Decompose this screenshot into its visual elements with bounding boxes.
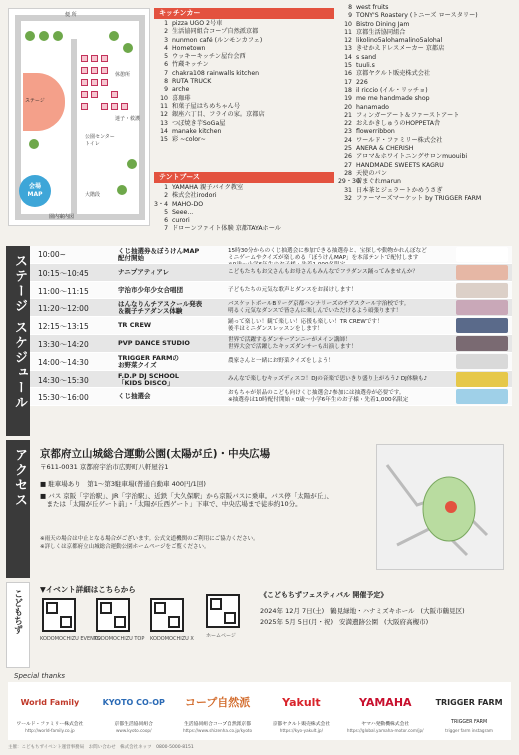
list-item-number: 9 [164, 86, 168, 94]
schedule-time: 14:30～15:30 [38, 375, 89, 385]
list-item-number: 11 [344, 28, 352, 36]
list-item-number: 2 [164, 28, 168, 36]
map-label-lost: 迷子・救護 [115, 116, 141, 122]
event-details-heading: ▼イベント詳細はこちらから [40, 585, 136, 594]
list-item-name: TONY'S Roastery (トニーズ ロースタリー) [356, 12, 478, 20]
festival-row: 2024年 12月 7日(土) 鶴見緑地・ハナミズキホール (大阪市鶴見区) [260, 607, 465, 615]
list-item [154, 37, 265, 45]
sponsor-item [8, 682, 92, 740]
list-item-number: 32 [344, 194, 352, 202]
schedule-photo [456, 318, 508, 333]
list-item-number: 10 [160, 94, 168, 102]
schedule-program-description: 子どもたちの元気な歌声とダンスをお届けします！ [228, 286, 357, 293]
festival-title: 《こどもちずフェスティバル 開催予定》 [260, 591, 388, 599]
list-item-name: YAMAHA 親子バイク教室 [172, 184, 244, 191]
schedule-row [30, 335, 512, 353]
list-item-number: 9 [348, 12, 352, 20]
list-item-name: curori [172, 217, 190, 225]
schedule-program-title: F.D.P DJ SCHOOL 「KIDS DISCO」 [118, 371, 180, 387]
list-item [154, 209, 281, 217]
list-item [338, 178, 481, 186]
list-item [338, 21, 481, 29]
sponsor-url: www.kyoto.coop/ [115, 728, 152, 733]
list-item-number: 6 [164, 61, 168, 69]
schedule-photo [456, 265, 508, 280]
map-badge: 会場 MAP [19, 175, 51, 207]
list-item-name: アロマ＆ホワイトニングサロンmuouibi [356, 153, 468, 161]
qr-top[interactable] [96, 598, 130, 632]
list-item [338, 45, 481, 53]
list-item-name: Bistro Dining Jam [356, 20, 410, 28]
list-item-number: 31 [344, 186, 352, 194]
schedule-program-description: こどもたちもお父さんもお母さんもみんなでフラダンス踊ってみませんか？ [228, 268, 419, 275]
venue-address: 〒611-0031 京都府宇治市広野町八軒屋谷1 [40, 463, 169, 471]
sponsor-url: https://kyo-yakult.jp/ [279, 728, 324, 733]
sponsor-item [92, 682, 176, 740]
sponsor-item [427, 682, 511, 740]
stage-schedule [30, 246, 512, 406]
access-note-1: ※雨天の場合は中止となる場合がございます。公式文道機関のご利用にご協力ください。 [40, 536, 259, 542]
list-item-number: 14 [344, 53, 352, 61]
list-item-name: flowerribbon [356, 128, 395, 136]
list-item-name: Seee... [172, 208, 194, 216]
list-item-name: ウッキーキッチン屋台会西 [172, 53, 246, 61]
sponsor-name: ワールド・ファミリー株式会社 [16, 722, 84, 727]
list-item-number: 12 [160, 111, 168, 119]
access-sidebar: アクセス [6, 440, 30, 578]
list-item [154, 78, 265, 86]
list-item-number: 12 [344, 37, 352, 45]
venue-map [8, 8, 150, 226]
list-item-number: 29・30 [338, 178, 360, 186]
list-item-name: nunmon café (ルンモンカフェ) [172, 36, 263, 44]
list-item-number: 2 [164, 192, 168, 200]
schedule-program-description: 15時30分からのくじ抽選会に参加できる抽選券と、宝探しや動物かれんぼなど ミニゲームやクイズが楽しめる「ぼうけんMAP」を本部テントで配付します [228, 248, 427, 261]
sponsor-url: https://www.shizenha.co.jp/kyoto [183, 728, 253, 733]
map-label-toilet: 便 所 [65, 12, 77, 18]
list-item-name: manake kitchen [172, 127, 222, 135]
access-parking: ■ 駐車場あり 第1～第3駐車場(普通自動車 400円/1回) [40, 480, 206, 488]
list-item-name: ドローンファイト体験 京都TAYAホール [172, 225, 281, 233]
schedule-photo [456, 389, 508, 404]
list-item-name: 京都ヤクルト販売株式会社 [356, 70, 431, 78]
kodomochizu-sidebar: こどもちず [6, 582, 30, 668]
booth-list-continued [338, 4, 481, 203]
schedule-program-description: 踊って楽しい！観て楽しい！応援も楽しい！TR CREWです！ 後半はミニダンスレッスンをします！ [228, 319, 383, 332]
sponsor-name: 京都生活協同組合 [114, 722, 153, 727]
schedule-program-title: くじ抽選券＆ぼうけんMAP 配付開始 [118, 247, 200, 262]
list-item [338, 70, 481, 78]
list-item-name: RUTA TRUCK [172, 78, 212, 86]
schedule-time: 11:00～11:15 [38, 286, 89, 296]
sponsor-logo: コープ自然派 [184, 696, 251, 709]
access-section [34, 440, 510, 578]
list-item-name: 着まぐれmarun [356, 178, 401, 186]
list-item [338, 12, 481, 20]
list-item-name: s sand [356, 53, 377, 61]
schedule-row [30, 264, 512, 282]
schedule-program-title: TRIGGER FARMの お野菜クイズ [118, 353, 179, 369]
list-item-name: 彩 ~color~ [172, 136, 206, 144]
list-item-name: 天使のパン [356, 169, 387, 177]
schedule-photo [456, 336, 508, 351]
schedule-photo [456, 300, 508, 315]
list-item [338, 112, 481, 120]
schedule-program-description: 世界で活躍するダンサーアンニーがメイン講師！ 世界大会で活躍したキッズダンサーも出演します！ [228, 336, 357, 350]
footer-text: 主催：こどもちずイベント運営事務局 お問い合わせ 株式会社ネッツ 0800-5000-8151 [8, 745, 194, 750]
list-item-number: 3・4 [154, 200, 169, 208]
sponsor-logo: KYOTO CO-OP [102, 697, 165, 707]
stage-schedule-sidebar: ステージ スケジュール [6, 246, 30, 436]
schedule-time: 10:00~ [38, 250, 66, 259]
list-item [338, 104, 481, 112]
list-item-number: 26 [344, 153, 352, 161]
list-item [154, 225, 281, 233]
map-label-entrance: 園内案内図 [49, 214, 75, 220]
list-item-name: フィンガーアート＆ファーストアート [356, 111, 460, 119]
list-item [338, 79, 481, 87]
qr-homepage[interactable] [206, 594, 240, 628]
list-item-number: 3 [164, 36, 168, 44]
schedule-row [30, 282, 512, 300]
list-item-number: 15 [344, 62, 352, 70]
sponsor-logo: World Family [20, 697, 80, 707]
list-item-number: 11 [160, 102, 168, 110]
sponsor-item [176, 682, 260, 740]
sponsor-logo: YAMAHA [358, 695, 412, 709]
list-item [154, 61, 265, 69]
sponsor-url: https://global.yamaha-motor.com/jp/ [346, 728, 424, 733]
list-item [154, 111, 265, 119]
list-item-name: il riccio (イル・リッチョ) [356, 86, 428, 94]
list-item-number: 27 [344, 161, 352, 169]
list-item-number: 20 [344, 103, 352, 111]
access-bus-2: または「太陽が丘ゲート前」・「太陽が丘西ゲート」下車で、中央広場まで徒歩約10分。 [40, 500, 302, 508]
list-item-name: 京都生活協同組合 [356, 28, 406, 36]
list-item-number: 13 [344, 45, 352, 53]
list-item [154, 95, 265, 103]
list-item-number: 24 [344, 136, 352, 144]
list-item-name: 竹蔵キッチン [172, 61, 209, 69]
list-item [154, 192, 281, 200]
qr-events[interactable] [42, 598, 76, 632]
list-item-number: 23 [344, 128, 352, 136]
list-item-number: 10 [344, 20, 352, 28]
list-item-number: 14 [160, 127, 168, 135]
list-item-number: 8 [164, 78, 168, 86]
list-item [154, 70, 265, 78]
sponsor-url: http://world-family.co.jp [25, 728, 75, 733]
list-item-name: ANERA & CHERISH [356, 145, 414, 153]
map-label-big-square: 大階段 [85, 192, 101, 198]
schedule-row [30, 246, 512, 264]
list-item-number: 25 [344, 145, 352, 153]
list-item-number: 17 [344, 78, 352, 86]
schedule-row [30, 371, 512, 389]
sponsor-item [343, 682, 427, 740]
schedule-time: 10:15～10:45 [38, 268, 89, 278]
list-item [338, 187, 481, 195]
festival-schedule [260, 590, 504, 628]
schedule-time: 14:00～14:30 [38, 357, 89, 367]
list-item [338, 162, 481, 170]
list-item-name: 銀座六丁目、フライの家。京都店 [172, 111, 265, 119]
list-item-number: 15 [160, 136, 168, 144]
kodomochizu-section: ▼イベント詳細はこちらから KODOMOCHIZU EVENTS KODOMOCHIZU TOP KODOMOCHIZU X ホームページ 《こどもちずフェスティバル 開催予定》 2024年 12月 7日(土) 鶴見緑地・ハナミズキホール (大阪市鶴見区) 2025年 5月 5日(月・祝) 安満遺跡公園 (大阪府高槻市) [34, 582, 510, 668]
schedule-program-title: PVP DANCE STUDIO [118, 338, 190, 347]
list-item [154, 28, 265, 36]
sponsor-logo: Yakult [282, 695, 321, 709]
list-item-name: HANDMADE SWEETS KAGRU [356, 161, 444, 169]
access-bus: ■ バス 京阪「宇治駅」、JR「宇治駅」、近鉄「大久保駅」から京阪バスに乗車。バス停「太陽が丘」、 [40, 492, 333, 500]
schedule-program-description: おもちゃが景品のこども向けくじ抽選会♪参加には抽選券が必要です。 ※抽選券は10時配付開始・0歳～小学6年生のお子様・先着1,000名限定 [228, 390, 409, 404]
list-item-name: arche [172, 86, 190, 94]
list-item-name: きせかえドレスメーカー 京都店 [356, 45, 445, 53]
map-label-board: 公園センター トイレ [85, 134, 115, 147]
schedule-program-title: 宇治市少年少女合唱団 [118, 285, 183, 294]
sponsor-logos [8, 682, 511, 740]
list-item-name: ファーマーズマーケット by TRIGGER FARM [356, 194, 482, 202]
schedule-row [30, 317, 512, 335]
list-item [338, 95, 481, 103]
list-item-number: 5 [164, 53, 168, 61]
list-item-name: chakra108 rainwalls kitchen [172, 69, 260, 77]
schedule-program-title: はんなりんチアスクール発表 ＆親子チアダンス体験 [118, 300, 203, 316]
schedule-photo [456, 247, 508, 262]
list-item-name: 和菓子屋はちめちゃん号 [172, 102, 241, 110]
list-item-name: tuuli.s [356, 62, 375, 70]
tent-booth-heading: テントブース [154, 172, 334, 183]
list-item-number: 18 [344, 86, 352, 94]
list-item [154, 53, 265, 61]
schedule-photo [456, 283, 508, 298]
access-map [376, 444, 504, 570]
qr-x[interactable] [150, 598, 184, 632]
list-item [338, 153, 481, 161]
schedule-row [30, 353, 512, 371]
schedule-program-description: 農家さんと一緒にお野菜クイズをしよう！ [228, 357, 334, 364]
sponsor-url: trigger farm instagram [445, 728, 493, 733]
list-item-number: 28 [344, 169, 352, 177]
schedule-photo [456, 372, 508, 387]
list-item-number: 16 [344, 70, 352, 78]
list-item-number: 7 [164, 69, 168, 77]
schedule-time: 15:30～16:00 [38, 393, 89, 403]
list-item-number: 19 [344, 95, 352, 103]
list-item-name: hanamado [356, 103, 389, 111]
list-item [154, 128, 265, 136]
list-item-name: ワールド・ファミリー株式会社 [356, 136, 443, 144]
sponsor-name: 京都ヤクルト販売株式会社 [272, 722, 331, 727]
tent-booth-list [154, 184, 281, 234]
list-item-name: me me handmade shop [356, 95, 430, 103]
schedule-row [30, 299, 512, 317]
list-item-name: west fruits [356, 4, 389, 11]
list-item-name: おえかきしゅうのHOPPETA舎 [356, 120, 441, 128]
list-item [154, 45, 265, 53]
list-item-name: likolino5alohamalino5alohal [356, 37, 443, 45]
list-item-number: 6 [164, 217, 168, 225]
list-item [338, 54, 481, 62]
map-label-rest: 休憩所 [115, 72, 131, 78]
list-item-name: 生活協同組合コープ自然派京都 [172, 28, 259, 36]
schedule-program-title: くじ抽選会 [118, 392, 151, 401]
list-item-number: 4 [164, 44, 168, 52]
list-item-name: Hometown [172, 44, 206, 52]
list-item-number: 21 [344, 111, 352, 119]
access-note-2: ※詳しくは京都府立山城総合運動公園ホームページをご覧ください。 [40, 544, 210, 550]
list-item-name: 喜珈琲 [172, 94, 191, 102]
list-item-name: MAHO-DO [172, 200, 204, 208]
list-item-name: 株式会社irodori [172, 192, 217, 200]
schedule-time: 12:15～13:15 [38, 322, 89, 332]
list-item-number: 1 [164, 184, 168, 191]
kitchen-car-heading: キッチンカー [154, 8, 334, 19]
list-item [154, 86, 265, 94]
schedule-program-description: バスケットボールBリーグ京都ハンナリーズのチアスクール宇治校です。 明るく元気なダンスで皆さんに楽しんでいただけるよう頑張ります！ [228, 301, 410, 315]
list-item-number: 8 [348, 4, 352, 11]
list-item [338, 170, 481, 178]
schedule-time: 11:20～12:00 [38, 304, 89, 314]
list-item-number: 22 [344, 120, 352, 128]
map-stage: ステージ [23, 73, 65, 131]
list-item-number: 1 [164, 20, 168, 27]
kitchen-car-list [154, 20, 265, 144]
special-thanks-label: Special thanks [14, 672, 66, 680]
list-item [154, 120, 265, 128]
list-item-name: 226 [356, 78, 368, 86]
schedule-row [30, 388, 512, 406]
list-item-number: 7 [164, 225, 168, 233]
list-item [338, 87, 481, 95]
list-item-number: 13 [160, 119, 168, 127]
sponsor-item [260, 682, 344, 740]
list-item [338, 195, 481, 203]
schedule-time: 13:30～14:20 [38, 339, 89, 349]
list-item [338, 120, 481, 128]
list-item-name: pizza UGO 2号車 [172, 20, 223, 27]
sponsor-logo: TRIGGER FARM [435, 697, 503, 707]
list-item [338, 137, 481, 145]
sponsor-name: TRIGGER FARM [451, 720, 488, 725]
list-item-name: 日本茶とジェラートかめうさぎ [356, 186, 443, 194]
sponsor-name: ヤマハ発動機株式会社 [361, 722, 410, 727]
schedule-program-title: TR CREW [118, 321, 152, 330]
list-item [154, 201, 281, 209]
venue-name: 京都府立山城総合運動公園(太陽が丘)・中央広場 [40, 448, 271, 460]
schedule-program-description: みんなで楽しむキッズディスコ！DJの音楽で思いきり盛り上がろう♪ DJ体験も♪ [228, 375, 428, 382]
list-item-name: つぼ焼き芋SoGa屋 [172, 119, 226, 127]
list-item [338, 29, 481, 37]
list-item [338, 128, 481, 136]
schedule-photo [456, 354, 508, 369]
sponsor-name: 生活協同組合コープ自然派京都 [184, 722, 252, 727]
festival-row: 2025年 5月 5日(月・祝) 安満遺跡公園 (大阪府高槻市) [260, 618, 429, 626]
schedule-program-title: ナニプアティアレ [118, 267, 169, 276]
list-item-number: 5 [164, 208, 168, 216]
list-item [154, 136, 265, 144]
